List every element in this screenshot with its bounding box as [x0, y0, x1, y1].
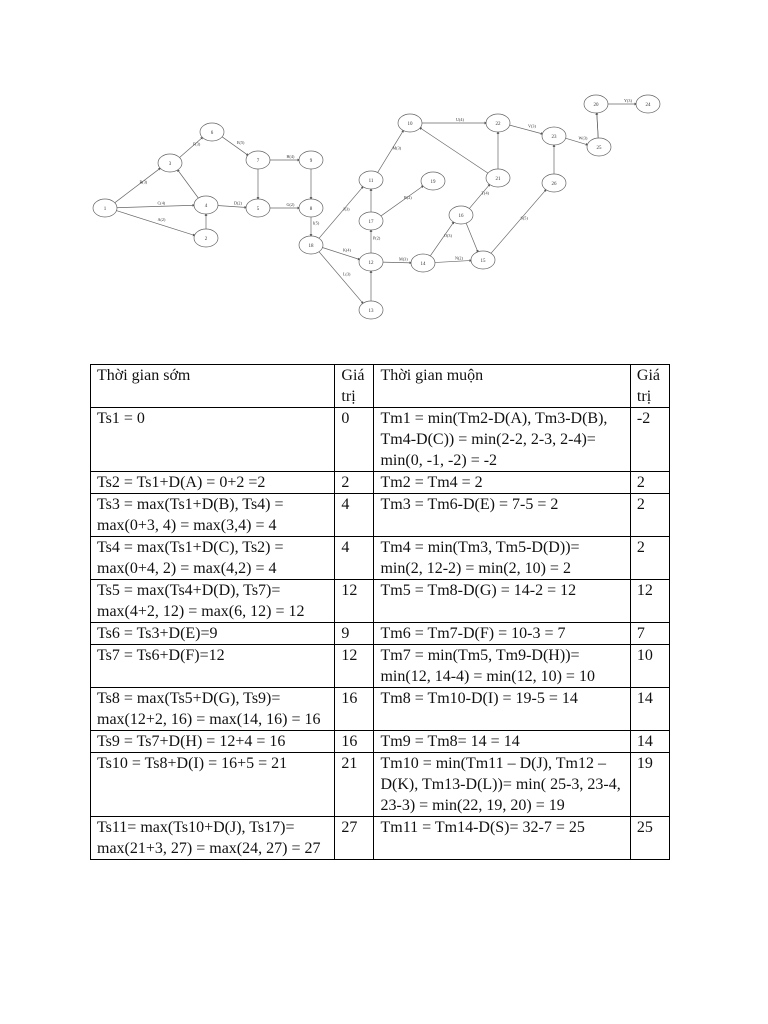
edge-label: C(4)	[157, 200, 166, 206]
node-label: 15	[480, 258, 486, 264]
node-20	[584, 95, 608, 113]
node-23	[542, 127, 566, 145]
early-value-cell: 2	[335, 472, 374, 494]
header-late-time: Thời gian muộn	[374, 365, 630, 408]
table-row	[91, 623, 670, 645]
edge-25-20	[597, 112, 598, 139]
table-row	[91, 408, 670, 472]
node-label: 25	[596, 145, 602, 151]
late-value-cell: 25	[630, 817, 669, 860]
node-label: 8	[309, 206, 313, 212]
late-time-cell: Tm3 = Tm6-D(E) = 7-5 = 2	[374, 494, 630, 537]
node-18	[299, 236, 323, 254]
late-time-cell: Tm9 = Tm8= 14 = 14	[374, 731, 630, 753]
early-value-cell: 0	[335, 408, 374, 472]
node-10	[398, 114, 422, 132]
edge-label: D(2)	[234, 200, 242, 206]
early-time-cell: Ts5 = max(Ts4+D(D), Ts7)= max(4+2, 12) = max(6, 12) = 12	[91, 580, 335, 623]
early-time-cell: Ts9 = Ts7+D(H) = 12+4 = 16	[91, 731, 335, 753]
early-time-cell: Ts6 = Ts3+D(E)=9	[91, 623, 335, 645]
node-8	[299, 199, 323, 217]
late-time-cell: Tm1 = min(Tm2-D(A), Tm3-D(B), Tm4-D(C)) = min(2-2, 2-3, 2-4)= min(0, -1, -2) = -2	[374, 408, 630, 472]
late-time-cell: Tm6 = Tm7-D(F) = 10-3 = 7	[374, 623, 630, 645]
edge-label: M(3)	[392, 145, 402, 151]
table-row	[91, 472, 670, 494]
table-row	[91, 731, 670, 753]
early-value-cell: 9	[335, 623, 374, 645]
late-value-cell: 7	[630, 623, 669, 645]
edge-label: R(2)	[404, 195, 412, 200]
node-11	[359, 171, 383, 189]
edge-18-12	[322, 247, 361, 260]
table-row	[91, 688, 670, 731]
node-label: 26	[551, 181, 557, 187]
header-late-value: Giá trị	[630, 365, 669, 408]
edge-12-14	[382, 262, 412, 263]
table-row	[91, 817, 670, 860]
node-label: 17	[368, 219, 374, 225]
node-label: 19	[430, 179, 436, 185]
edge-18-11	[318, 186, 363, 239]
late-value-cell: -2	[630, 408, 669, 472]
edge-18-13	[318, 251, 363, 304]
early-time-cell: Ts3 = max(Ts1+D(B), Ts4) = max(0+3, 4) = max(3,4) = 4	[91, 494, 335, 537]
late-value-cell: 2	[630, 494, 669, 537]
edge-label: H(4)	[286, 154, 295, 159]
node-label: 20	[593, 102, 599, 108]
node-label: 10	[407, 121, 413, 127]
node-label: 9	[309, 158, 313, 164]
late-time-cell: Tm2 = Tm4 = 2	[374, 472, 630, 494]
edge-label: V(3)	[528, 123, 536, 129]
table-row	[91, 537, 670, 580]
node-2	[194, 229, 218, 247]
table-header-row	[91, 365, 670, 408]
header-early-value: Giá trị	[335, 365, 374, 408]
edge-label: P(2)	[373, 235, 381, 241]
edge-label: L(3)	[343, 271, 351, 277]
edge-6-7	[221, 136, 248, 155]
edge-14-15	[434, 260, 472, 262]
node-label: 12	[368, 260, 374, 266]
edge-4-5	[217, 205, 247, 207]
edge-16-21	[469, 184, 490, 209]
node-label: 16	[458, 213, 464, 219]
node-15	[471, 251, 495, 269]
edge-label: S(5)	[520, 215, 528, 221]
node-1	[93, 199, 117, 217]
edge-14-16	[430, 221, 454, 256]
node-label: 6	[210, 130, 214, 136]
edge-label: O(3)	[444, 233, 452, 238]
table-row	[91, 580, 670, 623]
edge-label: A(2)	[157, 217, 166, 222]
edge-label: W(3)	[578, 135, 588, 141]
edge-label: F(3)	[193, 141, 201, 147]
node-24	[636, 95, 660, 113]
node-label: 3	[168, 161, 172, 167]
late-time-cell: Tm10 = min(Tm11 – D(J), Tm12 – D(K), Tm13-D(L))= min( 25-3, 23-4, 23-3) = min(22, 19, 20) = 19	[374, 753, 630, 817]
node-label: 1	[103, 206, 107, 212]
late-value-cell: 2	[630, 472, 669, 494]
edge-3-6	[179, 137, 203, 158]
node-26	[542, 174, 566, 192]
edge-label: E(5)	[237, 140, 245, 145]
table-row	[91, 753, 670, 817]
node-17	[359, 212, 383, 230]
node-4	[194, 196, 218, 214]
node-19	[421, 172, 445, 190]
early-value-cell: 16	[335, 688, 374, 731]
late-time-cell: Tm4 = min(Tm3, Tm5-D(D))= min(2, 12-2) = min(2, 10) = 2	[374, 537, 630, 580]
node-21	[486, 169, 510, 187]
edge-17-19	[380, 185, 424, 216]
edge-label: J(3)	[343, 206, 350, 212]
late-time-cell: Tm5 = Tm8-D(G) = 14-2 = 12	[374, 580, 630, 623]
node-label: 4	[204, 203, 208, 209]
node-9	[299, 151, 323, 169]
node-7	[246, 151, 270, 169]
late-value-cell: 14	[630, 688, 669, 731]
early-value-cell: 21	[335, 753, 374, 817]
late-time-cell: Tm11 = Tm14-D(S)= 32-7 = 25	[374, 817, 630, 860]
node-5	[246, 199, 270, 217]
edge-4-3	[177, 169, 199, 198]
early-time-cell: Ts7 = Ts6+D(F)=12	[91, 645, 335, 688]
edge-label: G(2)	[286, 202, 295, 207]
node-16	[449, 206, 473, 224]
schedule-table	[90, 364, 670, 860]
early-time-cell: Ts8 = max(Ts5+D(G), Ts9)= max(12+2, 16) = max(14, 16) = 16	[91, 688, 335, 731]
node-label: 18	[308, 243, 314, 249]
edge-1-3	[114, 168, 161, 204]
edge-15-26	[490, 189, 546, 254]
node-6	[200, 123, 224, 141]
header-early-time: Thời gian sớm	[91, 365, 335, 408]
node-label: 11	[368, 178, 374, 184]
late-time-cell: Tm7 = min(Tm5, Tm9-D(H))= min(12, 14-4) = min(12, 10) = 10	[374, 645, 630, 688]
node-label: 23	[551, 134, 557, 140]
early-value-cell: 27	[335, 817, 374, 860]
early-value-cell: 16	[335, 731, 374, 753]
node-label: 22	[495, 121, 501, 127]
edge-11-10	[377, 130, 404, 173]
early-time-cell: Ts4 = max(Ts1+D(C), Ts2) = max(0+4, 2) = max(4,2) = 4	[91, 537, 335, 580]
early-value-cell: 12	[335, 645, 374, 688]
early-time-cell: Ts1 = 0	[91, 408, 335, 472]
node-label: 5	[256, 206, 260, 212]
edge-22-23	[509, 125, 544, 134]
node-13	[359, 301, 383, 319]
late-value-cell: 19	[630, 753, 669, 817]
edge-21-10	[419, 127, 488, 173]
edge-1-2	[116, 210, 196, 235]
late-value-cell: 2	[630, 537, 669, 580]
table-row	[91, 645, 670, 688]
early-value-cell: 12	[335, 580, 374, 623]
node-22	[486, 114, 510, 132]
node-label: 7	[256, 158, 260, 164]
edge-label: N(2)	[455, 255, 463, 261]
edge-label: M(3)	[399, 256, 408, 262]
late-time-cell: Tm8 = Tm10-D(I) = 19-5 = 14	[374, 688, 630, 731]
edge-1-4	[116, 205, 195, 208]
node-label: 13	[368, 308, 374, 314]
node-label: 14	[420, 261, 426, 267]
network-diagram	[88, 88, 663, 324]
node-12	[359, 253, 383, 271]
late-value-cell: 12	[630, 580, 669, 623]
edge-16-15	[466, 222, 478, 252]
early-time-cell: Ts11= max(Ts10+D(J), Ts17)= max(21+3, 27) = max(24, 27) = 27	[91, 817, 335, 860]
early-value-cell: 4	[335, 537, 374, 580]
edge-label: T(4)	[481, 190, 489, 196]
edge-label: B(3)	[139, 179, 148, 185]
edge-label: U(4)	[456, 117, 464, 122]
early-value-cell: 4	[335, 494, 374, 537]
node-label: 2	[204, 236, 208, 242]
node-label: 21	[495, 176, 501, 182]
late-value-cell: 14	[630, 731, 669, 753]
edge-label: Y(3)	[624, 98, 632, 103]
late-value-cell: 10	[630, 645, 669, 688]
node-3	[158, 154, 182, 172]
edge-label: K(4)	[343, 247, 351, 253]
node-14	[411, 254, 435, 272]
early-time-cell: Ts2 = Ts1+D(A) = 0+2 =2	[91, 472, 335, 494]
node-label: 24	[645, 102, 651, 108]
early-time-cell: Ts10 = Ts8+D(I) = 16+5 = 21	[91, 753, 335, 817]
edge-label: I(5)	[313, 220, 320, 226]
table-row	[91, 494, 670, 537]
node-25	[587, 138, 611, 156]
